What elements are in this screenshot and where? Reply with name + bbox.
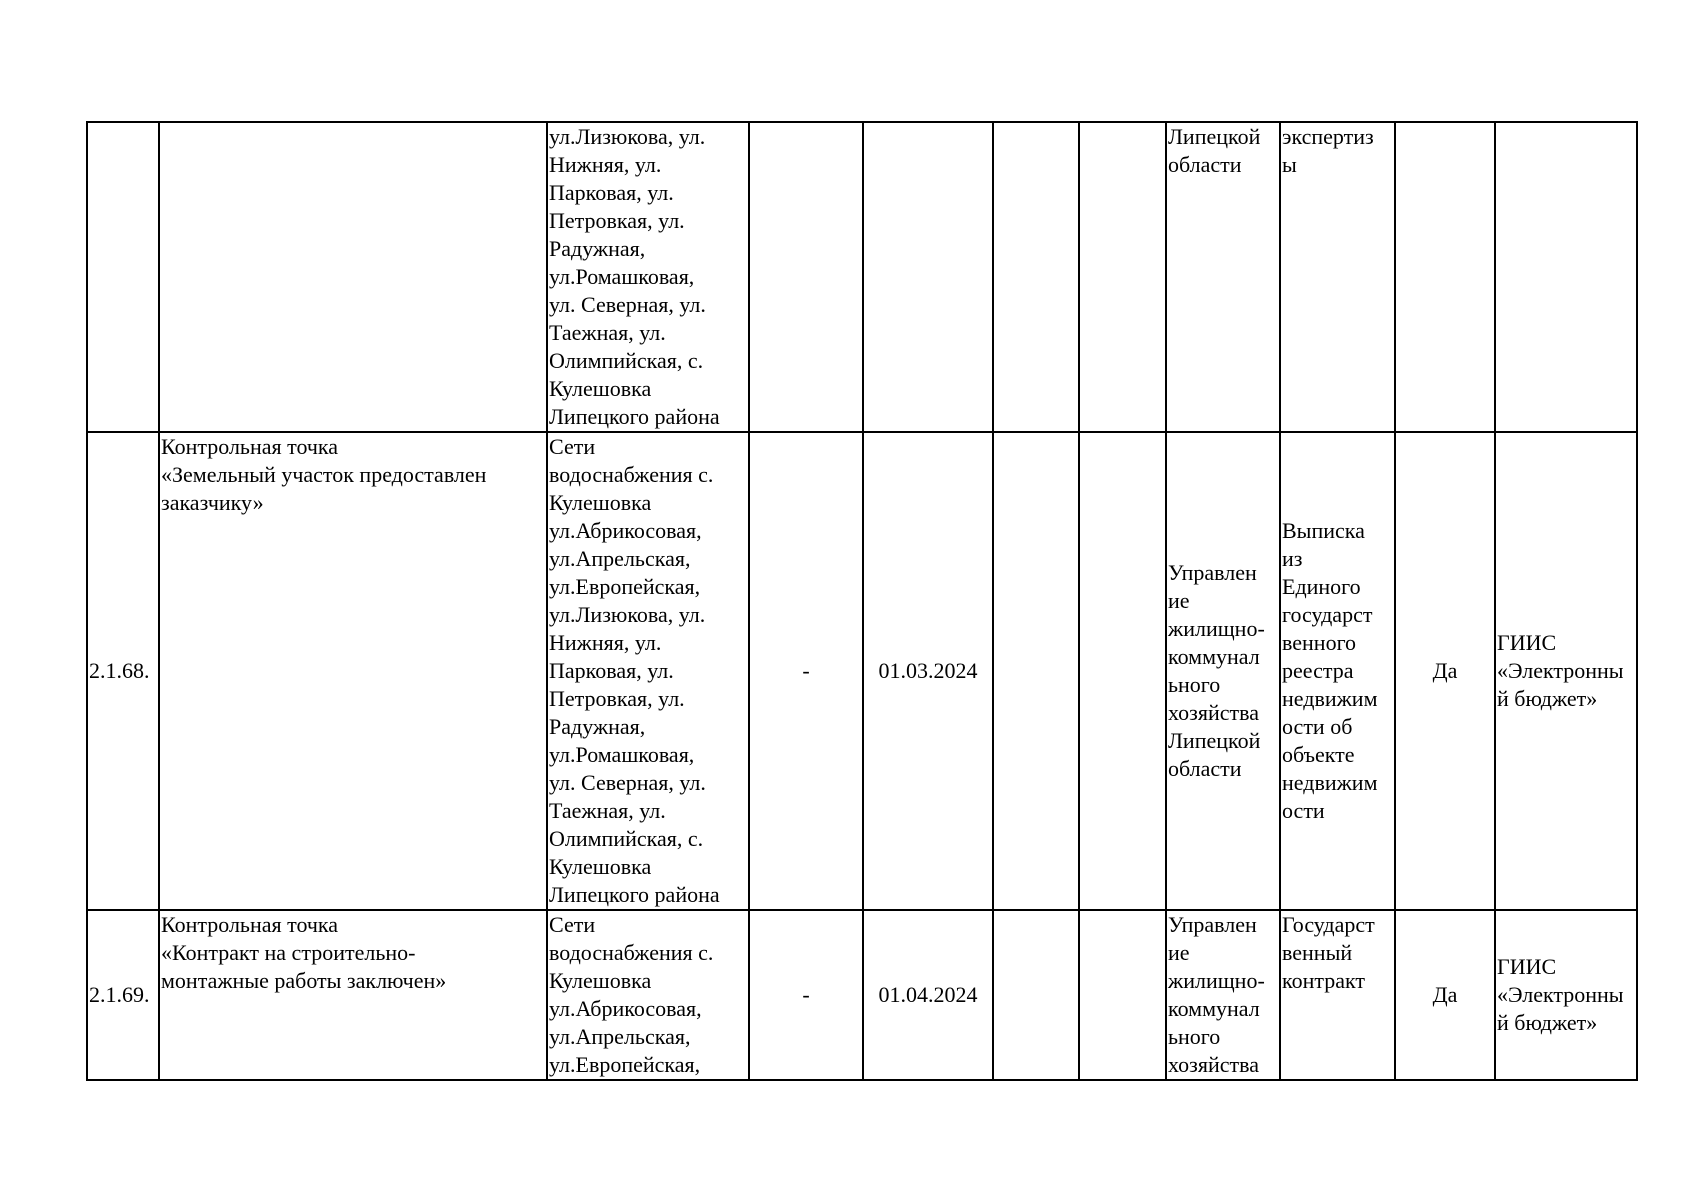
object-cell: Сети водоснабжения с. Кулешовка ул.Абрикосовая, ул.Апрельская, ул.Европейская, — [547, 910, 749, 1080]
empty-cell — [993, 432, 1079, 910]
system-cell — [1495, 122, 1637, 432]
flag-cell — [1395, 122, 1495, 432]
object-cell: ул.Лизюкова, ул. Нижняя, ул. Парковая, ул. Петровкая, ул. Радужная, ул.Ромашковая, ул. Северная, ул. Таежная, ул. Олимпийская, с. Кулешовка Липецкого района — [547, 122, 749, 432]
object-cell: Сети водоснабжения с. Кулешовка ул.Абрикосовая, ул.Апрельская, ул.Европейская, ул.Лизюкова, ул. Нижняя, ул. Парковая, ул. Петровкая, ул. Радужная, ул.Ромашковая, ул. Северная, ул. Таежная, ул. Олимпийская, с. Кулешовка Липецкого района — [547, 432, 749, 910]
empty-cell — [993, 122, 1079, 432]
responsible-cell: Управлен ие жилищно- коммунал ьного хозяйства Липецкой области — [1166, 432, 1280, 910]
responsible-cell: Липецкой области — [1166, 122, 1280, 432]
system-cell: ГИИС «Электронны й бюджет» — [1495, 432, 1637, 910]
table-row — [87, 122, 1637, 432]
table-row — [87, 432, 1637, 910]
name-cell: Контрольная точка «Контракт на строительно- монтажные работы заключен» — [159, 910, 547, 1080]
empty-cell — [1079, 432, 1166, 910]
responsible-cell: Управлен ие жилищно- коммунал ьного хозяйства — [1166, 910, 1280, 1080]
name-cell: Контрольная точка «Земельный участок предоставлен заказчику» — [159, 432, 547, 910]
end-date-cell — [863, 122, 993, 432]
table-row — [87, 910, 1637, 1080]
empty-cell — [993, 910, 1079, 1080]
system-cell: ГИИС «Электронны й бюджет» — [1495, 910, 1637, 1080]
start-date-cell — [749, 122, 863, 432]
document-cell: экспертиз ы — [1280, 122, 1395, 432]
row-number-cell: 2.1.68. — [87, 432, 159, 910]
flag-cell: Да — [1395, 432, 1495, 910]
end-date-cell: 01.04.2024 — [863, 910, 993, 1080]
end-date-cell: 01.03.2024 — [863, 432, 993, 910]
start-date-cell: - — [749, 910, 863, 1080]
document-cell: Выписка из Единого государст венного реестра недвижим ости об объекте недвижим ости — [1280, 432, 1395, 910]
row-number-cell — [87, 122, 159, 432]
document-cell: Государст венный контракт — [1280, 910, 1395, 1080]
control-points-table — [86, 121, 1638, 1081]
name-cell — [159, 122, 547, 432]
row-number-cell: 2.1.69. — [87, 910, 159, 1080]
empty-cell — [1079, 910, 1166, 1080]
empty-cell — [1079, 122, 1166, 432]
flag-cell: Да — [1395, 910, 1495, 1080]
start-date-cell: - — [749, 432, 863, 910]
